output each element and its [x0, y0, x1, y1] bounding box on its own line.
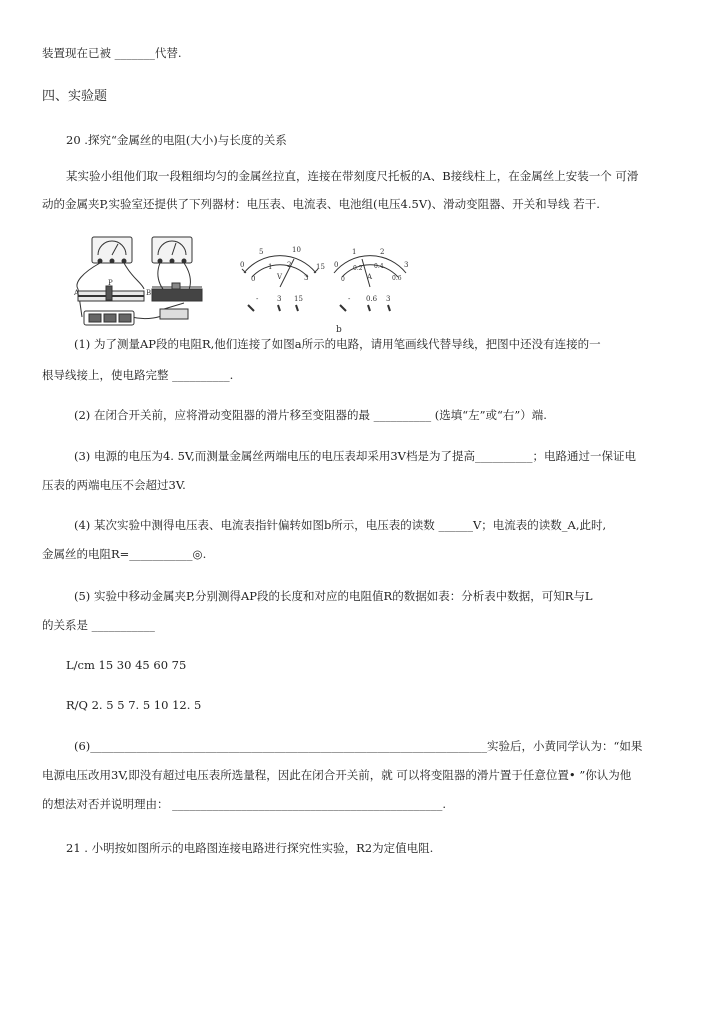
a-top-0: 0: [334, 261, 339, 269]
apparatus-diagram: [72, 233, 432, 343]
battery-pack: [84, 311, 134, 325]
a-bottom-02: 0.2: [353, 265, 363, 272]
v-terminal-3: 3: [277, 295, 282, 303]
experiment-figure: [72, 233, 432, 343]
q21-text: 21 . 小明按如图所示的电路图连接电路进行探究性实验，R2为定值电阻.: [66, 841, 434, 855]
figure-a-voltmeter: [92, 237, 132, 263]
a-terminal-neg: -: [348, 295, 351, 303]
q20-item-1-line-2: 根导线接上，使电路完整 __________.: [42, 368, 234, 382]
q20-title: 20 .探究“金属丝的电阻(大小)与长度的关系: [66, 133, 287, 147]
label-p: P: [108, 279, 113, 287]
section-title: 四、实验题: [42, 89, 108, 104]
label-b: B: [146, 289, 152, 297]
q20-paragraph-line-2: 动的金属夹P,实验室还提供了下列器材：电压表、电流表、电池组(电压4.5V)、滑动变阻器、开关和导线 若干.: [42, 197, 600, 211]
v-bottom-3: 3: [304, 274, 309, 282]
figure-caption-b: b: [336, 325, 342, 335]
v-bottom-1: 1: [268, 263, 273, 271]
switch: [160, 303, 188, 319]
q20-item-6-line-1: (6)_____________________________________________________________________实验后，小黄同学认为：“如果: [74, 739, 643, 753]
data-table-resistance-row: R/Q 2. 5 5 7. 5 10 12. 5: [66, 698, 202, 712]
q20-item-5-line-2: 的关系是 ___________: [42, 618, 155, 632]
voltmeter-unit: V: [277, 273, 283, 281]
q20-item-1-line-1: (1) 为了测量AP段的电阻R,他们连接了如图a所示的电路，请用笔画线代替导线，把图中还没有连接的一: [74, 337, 601, 351]
q20-paragraph-line-1: 某实验小组他们取一段粗细均匀的金属丝拉直，连接在带刻度尺托板的A、B接线柱上，在金属丝上安装一个 可滑: [66, 169, 639, 183]
v-terminal-15: 15: [294, 295, 303, 303]
q20-item-5-line-1: (5) 实验中移动金属夹P,分别测得AP段的长度和对应的电阻值R的数据如表：分析表中数据，可知R与L: [74, 589, 593, 603]
q20-item-4-line-2: 金属丝的电阻R=___________◎.: [42, 547, 207, 561]
q20-item-3-line-2: 压表的两端电压不会超过3V.: [42, 478, 186, 492]
a-top-3: 3: [404, 261, 409, 269]
v-top-10: 10: [292, 246, 301, 254]
a-terminal-06: 0.6: [366, 295, 378, 303]
label-a: A: [74, 289, 80, 297]
a-top-1: 1: [352, 248, 357, 256]
a-terminal-3: 3: [386, 295, 391, 303]
intro-line: 装置现在已被 _______代替.: [42, 46, 182, 60]
data-table-length-row: L/cm 15 30 45 60 75: [66, 658, 187, 672]
sliding-rheostat: [152, 283, 202, 301]
ruler-board: [78, 286, 144, 301]
v-bottom-2: 2: [287, 261, 292, 269]
v-top-0: 0: [240, 261, 245, 269]
figure-a-ammeter: [152, 237, 192, 263]
a-bottom-04: 0.4: [374, 263, 384, 270]
v-top-5: 5: [259, 248, 264, 256]
q20-item-6-line-3: 的想法对否并说明理由： _______________________________________________.: [42, 797, 447, 811]
a-bottom-0: 0: [341, 276, 345, 283]
v-bottom-0: 0: [251, 275, 256, 283]
a-top-2: 2: [380, 248, 385, 256]
v-top-15: 15: [316, 263, 325, 271]
v-terminal-neg: -: [256, 295, 259, 303]
q20-item-6-line-2: 电源电压改用3V,即没有超过电压表所选量程，因此在闭合开关前，就 可以将变阻器的滑片置于任意位置• ”你认为他: [42, 768, 632, 782]
v-terminal-knobs: [248, 305, 298, 311]
a-bottom-06: 0.6: [392, 275, 402, 282]
ammeter-unit: A: [367, 273, 373, 281]
q20-item-2: (2) 在闭合开关前，应将滑动变阻器的滑片移至变阻器的最 __________ (选填“左”或“右”）端.: [74, 408, 547, 422]
a-terminal-knobs: [340, 305, 390, 311]
q20-item-3-line-1: (3) 电源的电压为4. 5V,而测量金属丝两端电压的电压表却采用3V档是为了提高__________；电路通过一保证电: [74, 449, 636, 463]
q20-item-4-line-1: (4) 某次实验中测得电压表、电流表指针偏转如图b所示，电压表的读数 ______V；电流表的读数_A,此时,: [74, 518, 607, 532]
